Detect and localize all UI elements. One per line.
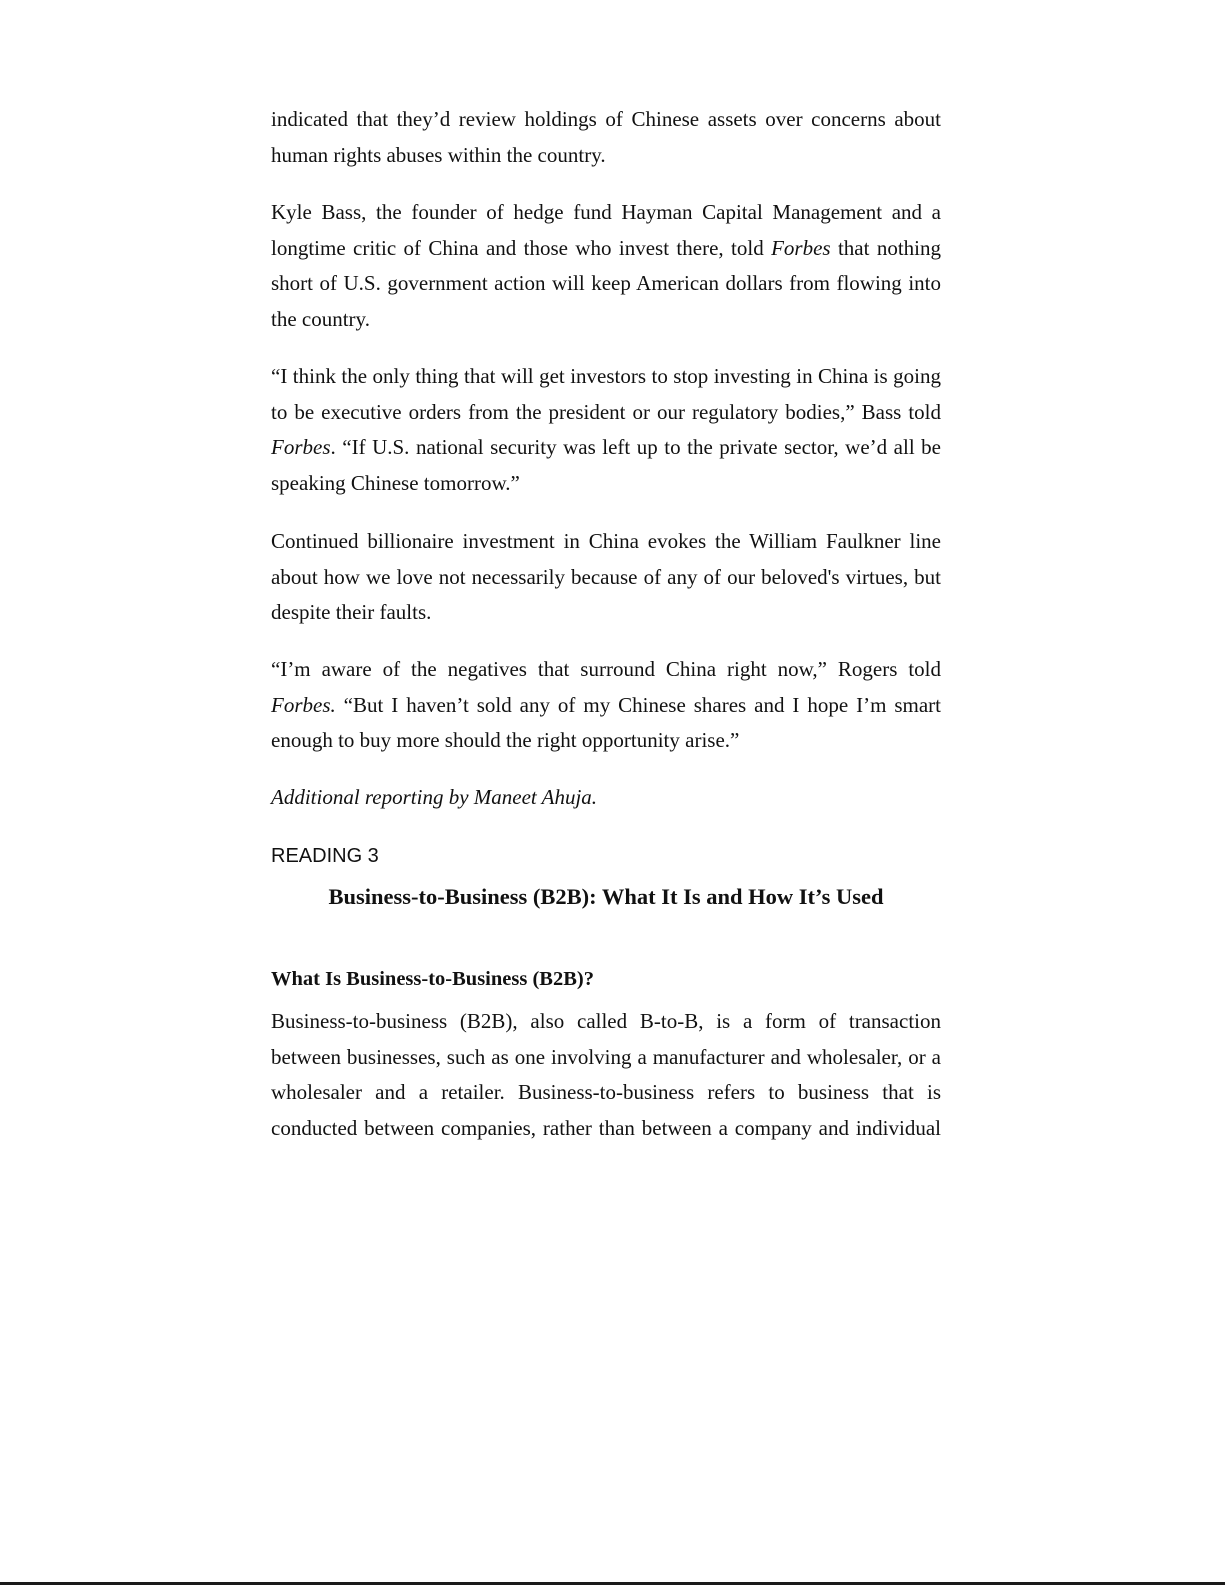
publication-name: Forbes	[271, 435, 331, 460]
reading-label: READING 3	[271, 845, 379, 867]
section-heading: What Is Business-to-Business (B2B)?	[271, 968, 594, 990]
paragraph-text: . “If U.S. national security was left up to the private sector, we’d all be speaking Chinese tomorrow.”	[271, 435, 941, 495]
paragraph-text: “I’m aware of the negatives that surround China right now,” Rogers told	[271, 657, 941, 681]
paragraph-text: “But I haven’t sold any of my Chinese shares and I hope I’m smart enough to buy more should the right opportunity arise.”	[271, 692, 941, 753]
paragraph-text: indicated that they’d review holdings of Chinese assets over concerns about human rights abuses within the country.	[271, 107, 941, 167]
publication-name: Forbes	[771, 235, 831, 260]
paragraph-text: Continued billionaire investment in China evokes the William Faulkner line about how we love not necessarily because of any of our beloved's virtues, but despite their faults.	[271, 529, 941, 625]
paragraph-bass-quote	[271, 359, 941, 501]
publication-name: Forbes.	[271, 692, 336, 717]
paragraph-faulkner	[271, 524, 941, 631]
article-title: Business-to-Business (B2B): What It Is and How It’s Used	[328, 884, 884, 909]
paragraph-text: “I think the only thing that will get investors to stop investing in China is going to be executive orders from the president or our regulatory bodies,” Bass told	[271, 364, 941, 424]
paragraph-rogers-quote	[271, 652, 941, 759]
paragraph-text: Kyle Bass, the founder of hedge fund Hayman Capital Management and a longtime critic of China and those who invest there, told	[271, 200, 941, 260]
paragraph-human-rights	[271, 102, 941, 173]
reporting-credit: Additional reporting by Maneet Ahuja.	[271, 785, 598, 809]
paragraph-kyle-bass	[271, 195, 941, 337]
section-body: Business-to-business (B2B), also called B-to-B, is a form of transaction between businesses, such as one involving a manufacturer and wholesaler, or a wholesaler and a retailer. Business-to-business refers to business that is conducted between companies, rather than between a company and individual	[271, 1009, 941, 1140]
paragraph-text: that nothing short of U.S. government action will keep American dollars from flowing into the country.	[271, 235, 941, 331]
